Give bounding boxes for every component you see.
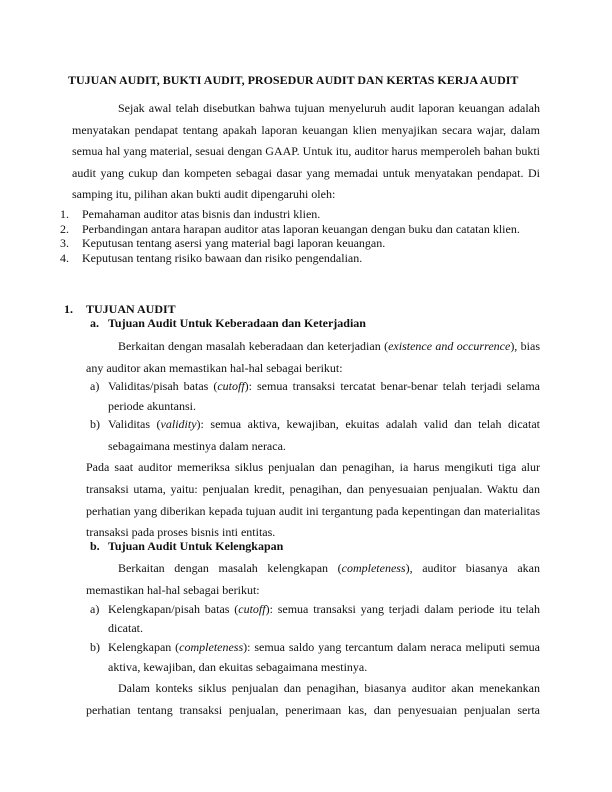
list-item: Keputusan tentang risiko bawaan dan risiko pengendalian. bbox=[82, 251, 363, 265]
text: ), auditor biasanya akan bbox=[405, 561, 541, 575]
text-line: transaksi utama, yaitu: penjualan kredit, penagihan, dan penyesuaian penjualan. Waktu dan bbox=[86, 482, 540, 496]
text-line: Dalam konteks siklus penjualan dan penagihan, biasanya auditor akan menekankan bbox=[118, 681, 540, 695]
list-number: 3. bbox=[60, 236, 69, 250]
text: Kelengkapan ( bbox=[108, 640, 180, 654]
text: Validitas/pisah batas ( bbox=[108, 379, 218, 393]
text: ): semua aktiva, kewajiban, ekuitas adalah valid dan telah dicatat bbox=[196, 417, 540, 431]
text-line: aktiva, kewajiban, dan ekuitas sebagaimana mestinya. bbox=[108, 660, 368, 674]
text-line: menyatakan pendapat tentang apakah laporan keuangan klien menyajikan secara wajar, dalam bbox=[72, 123, 540, 137]
subsection-number: a. bbox=[90, 316, 99, 330]
document-title: TUJUAN AUDIT, BUKTI AUDIT, PROSEDUR AUDIT DAN KERTAS KERJA AUDIT bbox=[68, 73, 519, 87]
text: ): semua transaksi tercatat benar-benar telah terjadi selama bbox=[244, 379, 540, 393]
item-label: b) bbox=[90, 417, 100, 431]
italic-term: validity bbox=[160, 417, 197, 431]
text: ): semua saldo yang tercantum dalam neraca meliputi semua bbox=[243, 640, 540, 654]
text-line bbox=[108, 602, 540, 616]
text-line: periode akuntansi. bbox=[108, 399, 196, 413]
list-item: Pemahaman auditor atas bisnis dan industri klien. bbox=[82, 207, 321, 221]
text-line: audit yang cukup dan kompeten sebagai dasar yang memadai untuk menyatakan pendapat. Di bbox=[72, 166, 540, 180]
text-line: transaksi pada proses bisnis inti entitas. bbox=[86, 525, 276, 539]
text-line bbox=[108, 379, 540, 393]
subsection-number: b. bbox=[90, 539, 100, 553]
list-number: 2. bbox=[60, 222, 69, 236]
text-line bbox=[118, 561, 540, 575]
subsection-heading: Tujuan Audit Untuk Kelengkapan bbox=[108, 539, 284, 553]
item-label: a) bbox=[90, 379, 100, 393]
text-line: semua hal yang material, sesuai dengan GAAP. Untuk itu, auditor harus memperoleh bahan bukti bbox=[72, 144, 540, 158]
item-label: b) bbox=[90, 640, 100, 654]
text-line bbox=[118, 339, 540, 353]
text-line: perhatian yang diberikan kepada tujuan audit ini tergantung pada kepentingan dan materialitas bbox=[86, 504, 540, 518]
italic-term: completeness bbox=[179, 640, 244, 654]
text: Validitas ( bbox=[108, 417, 161, 431]
italic-term: completeness bbox=[341, 561, 406, 575]
text-line bbox=[108, 640, 540, 654]
text-line: dicatat. bbox=[108, 621, 143, 635]
text: Berkaitan dengan masalah keberadaan dan keterjadian ( bbox=[118, 339, 389, 353]
italic-term: cutoff bbox=[238, 602, 266, 616]
italic-term: existence and occurrence bbox=[388, 339, 511, 353]
section-number: 1. bbox=[64, 302, 73, 316]
text-line: memastikan hal-hal sebagai berikut: bbox=[86, 583, 260, 597]
text-line: samping itu, pilihan akan bukti audit dipengaruhi oleh: bbox=[72, 187, 336, 201]
list-item: Perbandingan antara harapan auditor atas laporan keuangan dengan buku dan catatan klien. bbox=[82, 222, 520, 236]
text: Kelengkapan/pisah batas ( bbox=[108, 602, 239, 616]
text-line: perhatian tentang transaksi penjualan, penerimaan kas, dan penyesuaian penjualan serta bbox=[86, 703, 540, 717]
subsection-heading: Tujuan Audit Untuk Keberadaan dan Keterjadian bbox=[108, 316, 366, 330]
section-heading: TUJUAN AUDIT bbox=[86, 302, 176, 316]
text: ): semua transaksi yang terjadi dalam periode itu telah bbox=[265, 602, 540, 616]
text-line bbox=[108, 417, 540, 431]
text: Berkaitan dengan masalah kelengkapan ( bbox=[118, 561, 342, 575]
list-number: 4. bbox=[60, 251, 69, 265]
list-number: 1. bbox=[60, 207, 69, 221]
item-label: a) bbox=[90, 602, 100, 616]
text-line: Sejak awal telah disebutkan bahwa tujuan menyeluruh audit laporan keuangan adalah bbox=[118, 101, 540, 115]
text-line: any auditor akan memastikan hal-hal sebagai berikut: bbox=[86, 361, 343, 375]
italic-term: cutoff bbox=[217, 379, 245, 393]
text-line: sebagaimana mestinya dalam neraca. bbox=[108, 439, 286, 453]
list-item: Keputusan tentang asersi yang material bagi laporan keuangan. bbox=[82, 236, 386, 250]
text: ), bias bbox=[510, 339, 541, 353]
text-line: Pada saat auditor memeriksa siklus penjualan dan penagihan, ia harus mengikuti tiga alur bbox=[86, 460, 540, 474]
